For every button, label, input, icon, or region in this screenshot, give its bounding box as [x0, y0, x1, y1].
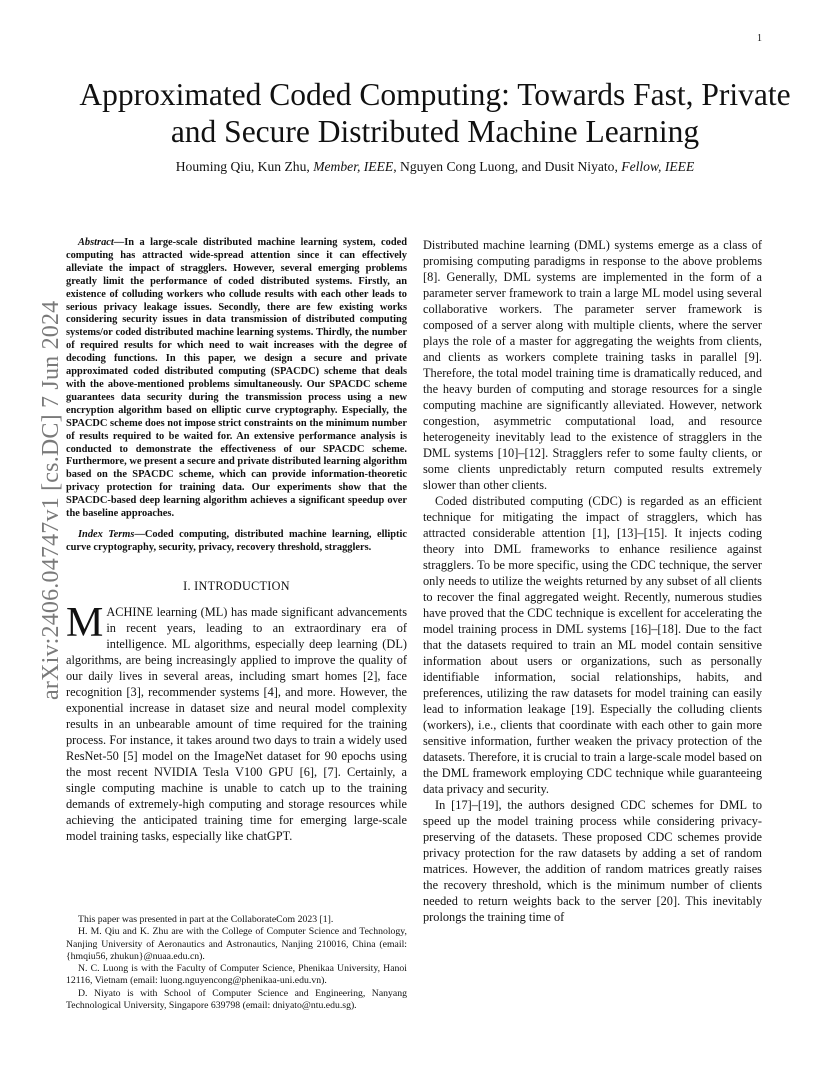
abstract-text: —In a large-scale distributed machine learning system, coded computing has attracted wide-spread attention since it can effectively alleviate the impact of stragglers. However, several emerging problems greatly limit the performance of coded distributed systems. Firstly, an existence of colluding workers who collude results with each other leads to serious privacy leakage issues. Secondly, there are few existing works considering security issues in data transmission of distributed computing systems/or coded distributed machine learning systems. Thirdly, the number of required results for which need to wait increases with the degree of decoding functions. In this paper, we design a secure and private approximated coded distributed computing (SPACDC) scheme that deals with the above-mentioned problems simultaneously. Our SPACDC scheme guarantees data security during the transmission process using a new encryption algorithm based on elliptic curve cryptography. Especially, the SPACDC scheme does not impose strict constraints on the minimum number of results required to be waited for. An extensive performance analysis is conducted to demonstrate the effectiveness of our SPACDC scheme. Furthermore, we present a secure and private distributed learning algorithm based on the SPACDC scheme, which can provide information-theoretic privacy protection for training data. Our experiments show that the SPACDC-based deep learning algorithm achieves a significant speedup over the baseline approaches.	[66, 237, 407, 520]
section-heading-introduction: I. INTRODUCTION	[183, 578, 290, 593]
author-list	[70, 159, 800, 175]
intro-paragraph-3: Coded distributed computing (CDC) is regarded as an efficient technique for mitigating the impact of stragglers, which has attracted considerable attention [1], [13]–[15]. It injects coding theory into DML frameworks to enhance resilience against stragglers. To be more specific, using the CDC technique, the server only needs to utilize the weights returned by any subset of all clients to recover the final aggregated weight. Recently, numerous studies have proved that the CDC technique is excellent for accelerating the model training process in DML systems [16]–[18]. Due to the fact that the datasets required to train an ML model contain sensitive information about users or organizations, such as personally identifiable information, social relationships, habits, and preferences, utilizing the raw datasets for model training can easily lead to information leakage [19]. Especially the colluding clients (workers), i.e., clients that coordinate with each other to gain more sensitive information, further weaken the privacy protection of the datasets. Therefore, it is crucial to train a large-scale model based on the DML framework employing CDC technique while guaranteeing data privacy and security.	[423, 494, 762, 796]
intro-paragraph-2: Distributed machine learning (DML) systems emerge as a class of promising computing paradigms in response to the above problems [8]. Generally, DML systems are implemented in the form of a parameter server framework to train a large ML model using several collaborative workers. The parameter server framework is composed of a server along with multiple clients, where the server plays the role of a master for aggregating the weights from clients, and clients as workers complete training tasks in parallel [9]. Therefore, the total model training time is dramatically reduced, and the heavy burden of computing and storage resources for a single computing machine are significantly alleviated. However, network congestion, asymmetric computational load, and resource heterogeneity inevitably lead to the existence of stragglers in the DML systems [10]–[12]. Stragglers refer to some faulty clients, or some clients unpredictably return computed results extremely slower than other clients.	[423, 238, 762, 492]
footnotes	[66, 914, 407, 1012]
author-names-1: Houming Qiu, Kun Zhu,	[175, 159, 314, 174]
arxiv-identifier: arXiv:2406.04747v1 [cs.DC] 7 Jun 2024	[38, 300, 64, 700]
footnote-affiliation-2: N. C. Luong is with the Faculty of Computer Science, Phenikaa University, Hanoi 12116, Vietnam (email: luong.nguyencong@phenikaa-uni.edu.vn).	[66, 963, 407, 987]
abstract	[66, 237, 407, 521]
paper-title: Approximated Coded Computing: Towards Fast, Private and Secure Distributed Machine Learning	[79, 77, 791, 149]
intro-paragraph-4: In [17]–[19], the authors designed CDC schemes for DML to speed up the model training process while considering privacy-preserving of the datasets. These proposed CDC schemes provide privacy protection for the raw datasets by adding a set of random matrices. However, the addition of random matrices greatly raises the recovery threshold, which is the minimum number of clients needed to return weights back to the server [20]. This inevitably prolongs the training time of	[423, 798, 762, 924]
index-terms-text: —Coded computing, distributed machine learning, elliptic curve cryptography, security, privacy, recovery threshold, stragglers.	[66, 528, 407, 553]
abstract-label: Abstract	[78, 237, 114, 248]
left-column	[66, 237, 407, 844]
author-role-1: Member, IEEE	[313, 159, 394, 174]
right-column	[423, 237, 762, 925]
footnote-affiliation-1: H. M. Qiu and K. Zhu are with the College of Computer Science and Technology, Nanjing University of Aeronautics and Astronautics, Nanjing 210016, China (email: {hmqiu56, zhukun}@nuaa.edu.cn).	[66, 926, 407, 962]
page-number: 1	[757, 33, 762, 44]
footnote-affiliation-3: D. Niyato is with School of Computer Science and Engineering, Nanyang Technological University, Singapore 639798 (email: dniyato@ntu.edu.sg).	[66, 987, 407, 1012]
footnote-presentation: This paper was presented in part at the CollaborateCom 2023 [1].	[78, 914, 334, 925]
index-terms	[66, 529, 407, 555]
drop-cap: M	[66, 599, 104, 646]
index-terms-label: Index Terms	[78, 528, 135, 540]
intro-paragraph-1-text: ACHINE learning (ML) has made significant advancements in recent years, leading to an extraordinary era of intelligence. ML algorithms, especially deep learning (DL) algorithms, are being increasingly applied to improve the quality of our daily lives in several areas, including smart homes [2], face recognition [3], recommender systems [4], and more. However, the exponential increase in dataset size and neural model complexity results in an unbearable amount of time required for the training process. For instance, it takes around two days to train a widely used ResNet-50 [5] model on the ImageNet dataset for 90 epochs using the most recent NVIDIA Tesla V100 GPU [6], [7]. Certainly, a single computing machine is unable to catch up to the training demands of extremely-high computing and storage resources while achieving the anticipated training time for emerging large-scale model training tasks, especially like chatGPT.	[66, 604, 407, 843]
author-role-2: Fellow, IEEE	[621, 159, 695, 174]
author-names-2: , Nguyen Cong Luong, and Dusit Niyato,	[393, 159, 622, 174]
intro-paragraph-1	[66, 599, 407, 844]
